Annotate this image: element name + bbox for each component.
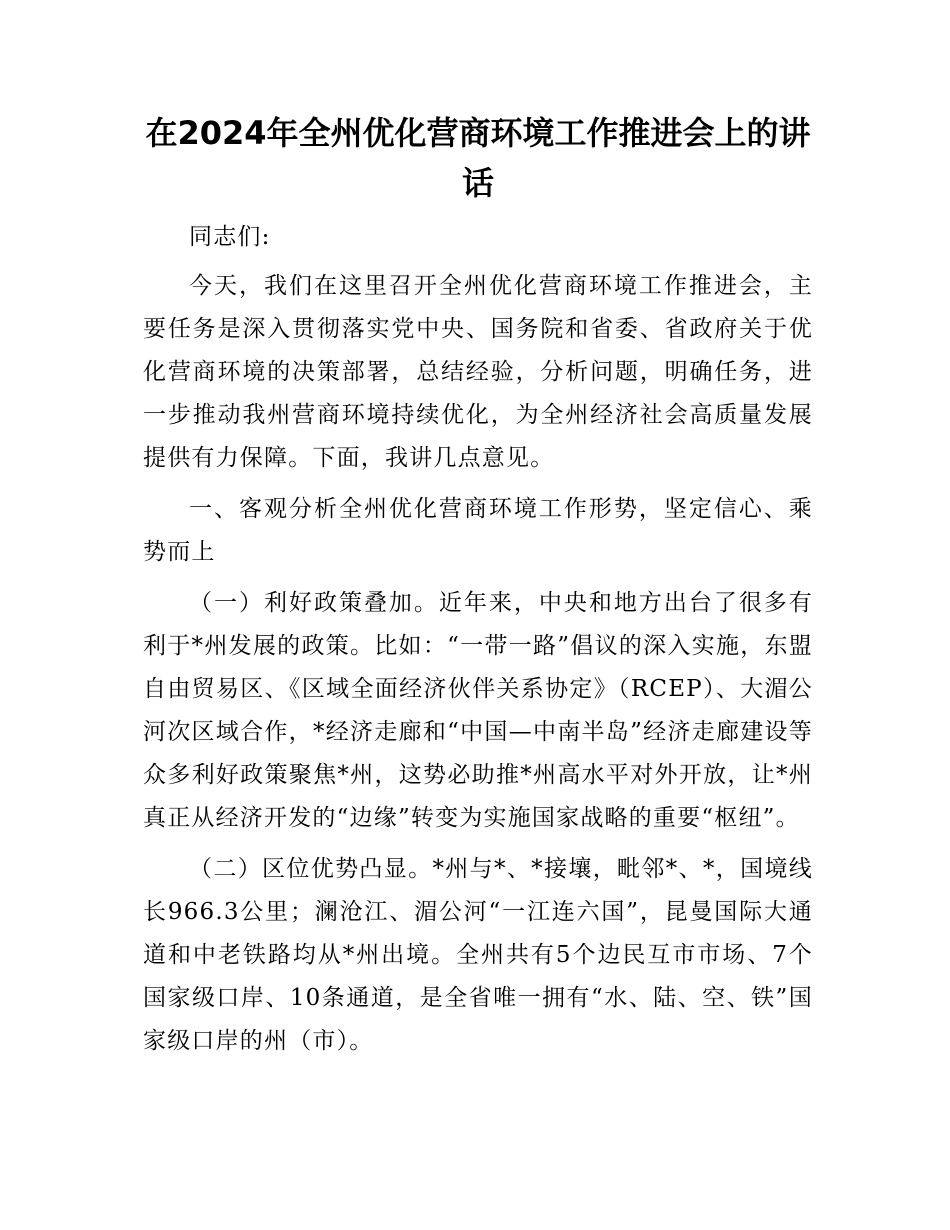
salutation: 同志们: bbox=[189, 224, 271, 250]
document-page bbox=[143, 108, 813, 1071]
section-heading-1: 一、客观分析全州优化营商环境工作形势，坚定信心、乘势而上 bbox=[143, 496, 813, 565]
document-title: 在2024年全州优化营商环境工作推进会上的讲话 bbox=[145, 114, 811, 202]
paragraph-policy: （一）利好政策叠加。近年来，中央和地方出台了很多有利于*州发展的政策。比如：“一带一路”倡议的深入实施，东盟自由贸易区、《区域全面经济伙伴关系协定》（RCEP）、大湄公河次区域合作，*经济走廊和“中国—中南半岛”经济走廊建设等众多利好政策聚焦*州，这势必助推*州高水平对外开放，让*州真正从经济开发的“边缘”转变为实施国家战略的重要“枢纽”。 bbox=[143, 590, 813, 831]
paragraph-intro: 今天，我们在这里召开全州优化营商环境工作推进会，主要任务是深入贯彻落实党中央、国务院和省委、省政府关于优化营商环境的决策部署，总结经验，分析问题，明确任务，进一步推动我州营商环境持续优化，为全州经济社会高质量发展提供有力保障。下面，我讲几点意见。 bbox=[143, 273, 813, 471]
paragraph-location: （二）区位优势凸显。*州与*、*接壤，毗邻*、*，国境线长966.3公里；澜沧江、湄公河“一江连六国”，昆曼国际大通道和中老铁路均从*州出境。全州共有5个边民互市市场、7个国家级口岸、10条通道，是全省唯一拥有“水、陆、空、铁”国家级口岸的州（市）。 bbox=[143, 856, 813, 1054]
